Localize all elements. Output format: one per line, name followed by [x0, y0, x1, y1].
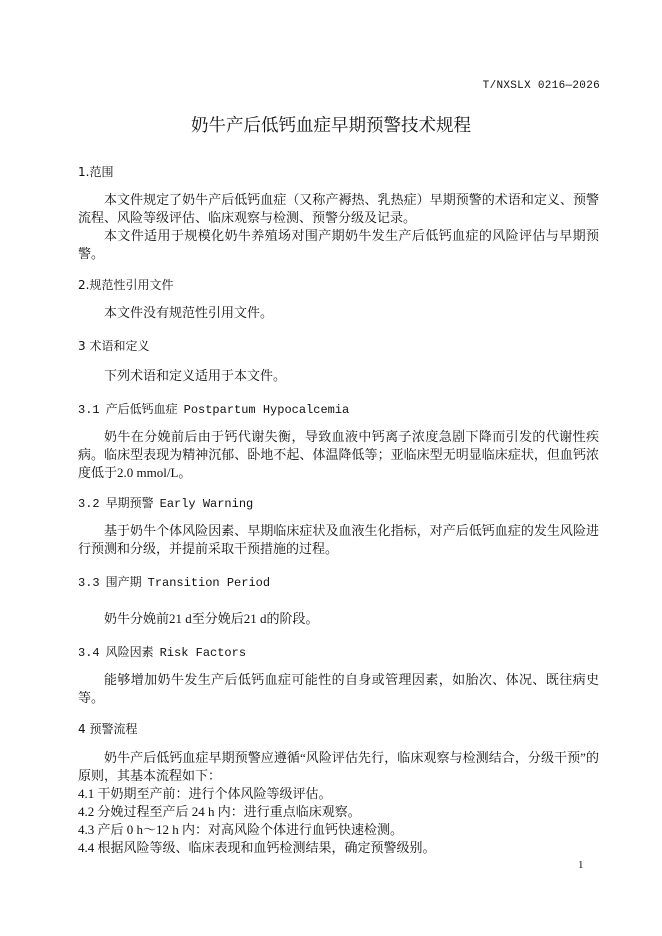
section-heading-normative-references: 2.规范性引用文件: [78, 278, 174, 292]
term-heading-risk-factors: [78, 643, 246, 660]
section-heading-warning-process: 4 预警流程: [78, 722, 138, 736]
step-text: 分娩过程至产后 24 h 内：进行重点临床观察。: [97, 804, 361, 819]
term-chinese: 早期预警: [105, 496, 154, 510]
term-chinese: 围产期: [105, 575, 142, 589]
process-step: [78, 821, 403, 839]
term-english: Risk Factors: [159, 646, 247, 660]
step-text: 产后 0 h～12 h 内：对高风险个体进行血钙快速检测。: [97, 822, 404, 837]
term-english: Postpartum Hypocalcemia: [183, 403, 350, 417]
document-title: 奶牛产后低钙血症早期预警技术规程: [191, 116, 471, 136]
scope-paragraph-2: 本文件适用于规模化奶牛养殖场对围产期奶牛发生产后低钙血症的风险评估与早期预警。: [78, 228, 599, 261]
term-definition-early-warning: 基于奶牛个体风险因素、早期临床症状及血液生化指标，对产后低钙血症的发生风险进行预测和分级，并提前采取干预措施的过程。: [78, 523, 599, 556]
step-text: 根据风险等级、临床表现和血钙检测结果，确定预警级别。: [97, 840, 436, 855]
term-number: 3.4: [78, 646, 100, 660]
term-definition-risk-factors: 能够增加奶牛发生产后低钙血症可能性的自身或管理因素，如胎次、体况、既往病史等。: [78, 672, 599, 705]
normative-references-paragraph: 本文件没有规范性引用文件。: [104, 305, 274, 320]
term-english: Early Warning: [159, 497, 254, 511]
term-number: 3.3: [78, 576, 100, 590]
step-number: 4.4: [78, 840, 95, 855]
term-heading-transition-period: [78, 573, 270, 590]
process-step: [78, 839, 436, 857]
step-number: 4.1: [78, 786, 95, 801]
section-heading-scope: 1.范围: [78, 165, 114, 179]
term-heading-hypocalcemia: [78, 400, 349, 417]
terms-intro-paragraph: 下列术语和定义适用于本文件。: [104, 368, 287, 383]
step-text: 干奶期至产前：进行个体风险等级评估。: [97, 786, 332, 801]
section-heading-terms: 3 术语和定义: [78, 339, 150, 353]
term-number: 3.1: [78, 403, 100, 417]
scope-paragraph-1: 本文件规定了奶牛产后低钙血症（又称产褥热、乳热症）早期预警的术语和定义、预警流程、风险等级评估、临床观察与检测、预警分级及记录。: [78, 192, 599, 225]
term-definition-transition-period: 奶牛分娩前21 d至分娩后21 d的阶段。: [104, 611, 319, 626]
term-definition-hypocalcemia: 奶牛在分娩前后由于钙代谢失衡，导致血液中钙离子浓度急剧下降而引发的代谢性疾病。临床型表现为精神沉郁、卧地不起、体温降低等；亚临床型无明显临床症状，但血钙浓度低于2.0 mmol/L。: [78, 429, 599, 480]
step-number: 4.3: [78, 822, 95, 837]
page-number: 1: [578, 859, 584, 871]
process-step: [78, 785, 332, 803]
process-step: [78, 803, 361, 821]
term-chinese: 产后低钙血症: [105, 402, 178, 416]
term-heading-early-warning: [78, 494, 253, 511]
term-chinese: 风险因素: [105, 645, 154, 659]
step-number: 4.2: [78, 804, 95, 819]
document-number: T/NXSLX 0216—2026: [482, 80, 600, 92]
warning-process-intro: 奶牛产后低钙血症早期预警应遵循“风险评估先行，临床观察与检测结合，分级干预”的原则，其基本流程如下：: [78, 750, 599, 783]
term-number: 3.2: [78, 497, 100, 511]
term-english: Transition Period: [147, 576, 271, 590]
